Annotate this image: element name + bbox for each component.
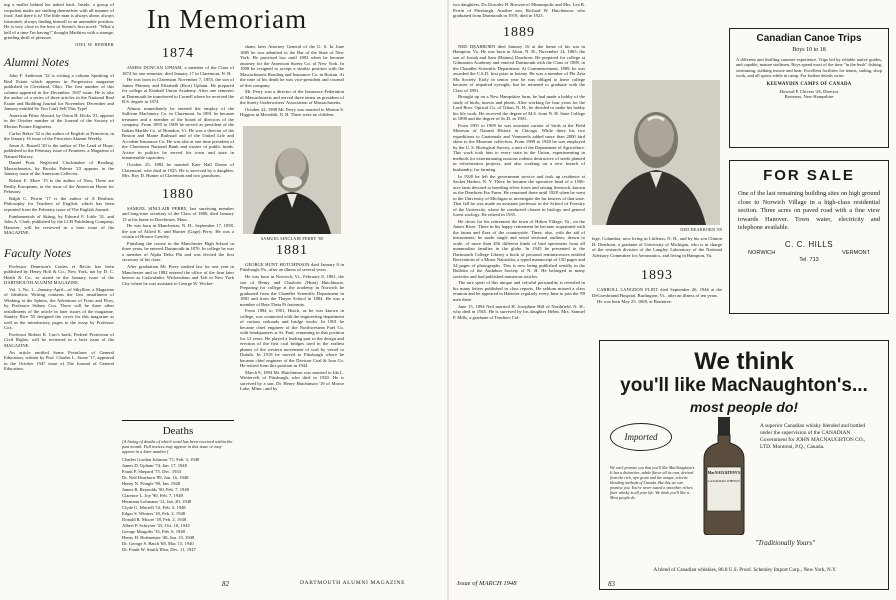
death-entry: Dr. Frank W. Smith '85m, Dec. 11, 1947 xyxy=(122,547,196,552)
whisky-bottle xyxy=(700,417,748,535)
hutchinson-continued-text: two daughters, Dr. Dorothy H. Browne of Minneapolis and Mrs. Lea B. Perrin of Pittsburgh. Another son, Richard W. Hutchinson, who graduated from Dartmouth in 1919, died in 1923. xyxy=(453,2,585,18)
obituary-paragraph: From 1901 to 1909 he was assistant curator of birds at the Field Museum of Natural History in Chicago. While there his two expeditions to Guatemala and Venezuela added more than 2000 bird skins to the Museum collection. From 1909 to 1920 he was employed by the U. S. Biological Survey, a unit of the Department of Agriculture. This work took him to every state in the Union, experimenting in methods for exterminating noxious rodents destructive of seeds planted in reforestation projects, and also working on a new branch of husbandry, fur farming. xyxy=(453,122,585,172)
left-column xyxy=(4,2,114,373)
imported-seal: Imported xyxy=(610,423,672,451)
death-entry: Clyde G. Morrell '12, Feb. 5, 1948 xyxy=(122,505,186,510)
obituary-paragraph: Brought up on a New Hampshire farm, he had made a hobby of the study of birds, insects and plants. After working for four years for the Lord Bros. Optical Co. of Tilton, N. H., he decided to make his hobby his life work. He received the degree of M.S. from N. H. State College in 1898 and the degree of Sc.D. in 1901. xyxy=(453,94,585,122)
year-heading-1880: 1880 xyxy=(162,186,194,202)
alumni-note: Fundamentals of Skiing, by Edward F. Little '31, and John A. Clark, published by the LCB Publishing Company, Hanover, will be reviewed in a later issue of the MAGAZINE. xyxy=(4,213,114,235)
perry-photo-caption: SAMUEL SINCLAIR PERRY '80 xyxy=(260,235,324,241)
deaths-top-rule xyxy=(122,420,234,421)
mac-headline-1: We think xyxy=(694,348,794,375)
death-entry: Donald R. Moore '18, Feb. 2, 1948 xyxy=(122,517,187,522)
obituary-paragraph: From 1884 to 1901, Hutch, as he was known in college, was connected with the engineering department of various railroads and bridge works. In 1901 he became chief engineer of the Northwestern Fuel Co. with headquarters at St. Paul, remaining in that position for 12 years. He played a leading part in the design and erection of the first coal bridges used in the earliest phases of the western movement of coal by vessel to Duluth. In 1918 he moved to Pittsburgh where he became chief engineer of the Davison Coal & Iron Co. He retired from this position in 1944. xyxy=(240,308,344,369)
death-entry: Edgar S. Winters '18, Feb. 2, 1948 xyxy=(122,511,186,516)
for-sale-phone: Tel. 713 xyxy=(799,256,819,263)
canoe-ad-contact: Howard P. Chivers '26, Director xyxy=(779,89,839,95)
faculty-note: Professor Robert K. Carr's book, Federal Protection of Civil Rights, will be reviewed in a later issue of the MAGAZINE. xyxy=(4,331,114,348)
faculty-note: An article entitled Some Postulates of General Education, written by Prof. Charles L. Stone '17, appeared in the October 1947 issue of The Journal of General Education. xyxy=(4,349,114,372)
death-entry: Henry N. Pringle '90, Jan. 1948 xyxy=(122,481,180,486)
obituary-paragraph: He was born in Manchester, N. H., September 17, 1858, the son of Alfred E. and Harriet (Gage) Perry. He was a cousin of Horace Greeley. xyxy=(122,223,234,240)
perry-photo xyxy=(243,126,341,234)
hutchinson-obituary xyxy=(240,262,344,392)
obituary-1874 xyxy=(122,65,234,179)
year-heading-1889: 1889 xyxy=(503,24,535,40)
in-memoriam-title: In Memoriam xyxy=(146,4,308,34)
obituary-paragraph: He was born in Claremont November 7, 1855, the son of James Phinney and Elizabeth (Rice) Upham. He prepared for college at Kimball Union Academy. After one semester at Dartmouth he transferred to Cornell where he received the B.S. degree in 1874. xyxy=(122,77,234,105)
death-entry: Dr. George S. Batch '68, Mar. 15, 1940 xyxy=(122,541,194,546)
page-number-right: 83 xyxy=(608,580,615,588)
canoe-trips-ad xyxy=(729,28,889,148)
mac-headline-3: most people do! xyxy=(689,399,799,415)
faculty-note: Professor Dennison's Contes et Récits has been published by Henry Holt & Co., New York, not by D. C. Heath & Co., as stated in the January issue of the DARTMOUTH ALUMNI MAGAZINE. xyxy=(4,263,114,285)
page-number-left: 82 xyxy=(222,580,229,588)
deaths-listing xyxy=(122,420,234,553)
year-heading-1874: 1874 xyxy=(162,46,194,61)
obituary-paragraph: Almost immediately he entered the employ of the Sullivan Machinery Co. in Claremont. In 1891 he became treasurer and a member of the board of directors of the company. From 1895 to 1909 he served as president of the Italian Marble Co. of Brandon, Vt. He was a director of the Boston and Maine Railroad and of the United Life and Accident Insurance Co. He was also at one time president of the Claremont National Bank and trustee of public funds. Active in politics he served his town and state in innumerable capacities. xyxy=(122,105,234,161)
alumni-note: Carlos Baker '32 is the author of English at Princeton, in the January 16 issue of the Princeton Alumni Weekly. xyxy=(4,130,114,142)
bottle-label-brand: MacNAUGHTON'S xyxy=(707,471,741,475)
year-heading-1881: 1881 xyxy=(276,242,308,258)
mac-fineprint: A blend of Canadian whiskies, 86.8 U.S. Proof. Schenley Import Corp., New York, N.Y. xyxy=(653,567,837,573)
mac-body: We can't promise you that you'll like MacNaughton's. It has a distinctive, subtle flavor all its own, derived from the rich, ripe grain and the unique, eclectic blending methods of Canada. But this we can promise you. You've never tasted a smoother, richer, finer whisky in all your life. We think you'll like it. Most people do. xyxy=(610,465,696,500)
article-signature: JOEL W. REBBER xyxy=(74,41,114,47)
obituary-paragraph: Finishing the course in the Manchester High School in three years, he entered Dartmouth in 1876. In college he was a member of Alpha Delta Phi and was elected the first secretary of his class. xyxy=(122,240,234,263)
deaths-note: [A listing of deaths of which word has been received within the past month. Full notices may appear in this issue or may appear in a later number.] xyxy=(122,439,233,454)
dearborn-continued-text: lege, Columbia, now living in Littleton, N. H., and by his son Clinton H. Dearborn, a graduate of University of Michigan, who is in charge of the research division of the Langley Laboratory of the National Advisory Committee for Aeronautics, and living in Hampton, Va. xyxy=(592,236,722,258)
faculty-notes-body xyxy=(4,264,114,372)
for-sale-title: FOR SALE xyxy=(763,167,855,184)
mac-headline-2: you'll like MacNaughton's... xyxy=(620,375,868,396)
obituary-paragraph: March 8, 1894 Mr. Hutchinson was married to Ida L. Westervelt of Pittsburgh, who died in 1920. He is survived by a son, Dr. Henry Hutchinson '19 of Moose Lake, Minn.; and by xyxy=(240,369,344,392)
faculty-note: Vol. 1, No. 1—January-April—of Sibylline, a Magazine of Idealistic Writing contains the first installment of Winking at the Sphinx, the Adventure of Form and Flow, by Professor Sidney Cox. There will be three other installments of the article in later issues of the magazine. Stanley Rice '55 designed the cover for this magazine as well as the introductory pages to the essay by Professor Cox. xyxy=(4,286,114,331)
memoriam-column-2 xyxy=(240,44,344,393)
death-entry: James B. Reynolds '90, Feb. 7, 1948 xyxy=(122,487,189,492)
macnaughton-ad xyxy=(599,340,889,590)
alumni-note: Daniel Pratt, Neglected Clockmaker of Reading, Massachusetts, by Brooks Palmer '23 appears in the January issue of the American Collector. xyxy=(4,160,114,177)
faculty-notes-heading: Faculty Notes xyxy=(4,245,71,260)
canoe-ad-address: Bowness, New Hampshire xyxy=(784,94,834,100)
hutchinson-continued xyxy=(453,2,585,19)
memoriam-column-1 xyxy=(122,44,234,287)
alumni-note: Robert E. More '15 is the author of Now, There are Really Europeans, in the issue of the American Home for February. xyxy=(4,178,114,195)
dearborn-photo xyxy=(592,80,720,225)
alumni-notes-heading: Alumni Notes xyxy=(4,55,69,70)
article-text: ing a mallet behind his naked back. Inside, a group of corpulent nudes are stuffing themselves with all manner of food. And there it is! The little man is always alone, always frustrated, always finding himself in an untenable position. He is very close to the hero of Sterne's first novel: "What a hell of a time I'm having!" thought Matthieu with a strange, grinding thrill of pleasure. xyxy=(4,2,114,40)
mac-slogan: "Traditionally Yours" xyxy=(755,539,815,547)
death-entry: Charles Gordon Johnson '71, Feb. 3, 1948 xyxy=(122,457,200,462)
perry-continued xyxy=(240,44,344,118)
for-sale-location xyxy=(738,250,880,256)
obituary-paragraph: CARROLL LANGDON FLINT died September 26, 1946 at the DeGoesbriand Hospital, Burlington, Vt., after an illness of ten years. xyxy=(592,287,722,298)
for-sale-body: One of the last remaining building sites on high ground close to Norwich Village in a high-class residential section. Three acres on paved road with a fine view towards Hanover. Town water, electricity and telephone available. xyxy=(738,190,880,232)
obituary-paragraph: After graduation Mr. Perry studied law for one year in Manchester and in 1882 entered the office of the firm later known as Cadwalader, Wickersham and Taft in New York City where he was assistant to George W. Wicker- xyxy=(122,264,234,286)
obituary-paragraph: GEORGE HUNT HUTCHINSON died January 8 in Pittsburgh, Pa., after an illness of several years. xyxy=(240,261,344,273)
mac-side-text: A superior Canadian whisky blended and bottled under the supervision of the CANADIAN Government for JOHN MACNAUGHTON CO., LTD. Montreal, P.Q., Canada. xyxy=(760,423,866,450)
alumni-note: John F. Anderson '32 is writing a column Speaking of Real Estate which appears in Progressive magazine published in Cleveland, Ohio. The first number of this column appeared in the December, 1947 issue. He is also the author of a series of three articles in the National Real Estate and Building Journal for November, December and January entitled So You Can't Sell This Type! xyxy=(4,73,114,112)
death-entry: Hermann Lohmann '12, Jan. 20, 1948 xyxy=(122,499,192,504)
death-entry: Albert P. Schryver '25, Oct. 10, 1945 xyxy=(122,523,190,528)
deaths-list xyxy=(122,457,234,553)
canoe-ad-body: A different and thrilling summer experience. Trips led by reliable native guides, and capable, mature staffmen. Boys spend most of the time "in the bush" fishing, swimming, stalking moose and bear. Excellent facilities for tennis, sailing, shop work, and all sports while in camp. For further details write: xyxy=(736,57,882,78)
obituary-paragraph: NED DEARBORN died January 16 at the home of his son in Hampton, Va. He was born in Alton, N. H., November 14, 1865, the son of Josiah and Sara (Haines) Dearborn. He prepared for college at Gilmanton Academy and entered Dartmouth with the Class of 1889, in the Chandler Scientific Department. At Commencement, 1889, he was awarded the C.S.D. first prize in botany. He was a member of Phi Zeta Mu Society. Early in senior year he was obliged to leave college because of impaired eyesight, but he returned to graduate with the Class of 1891. xyxy=(453,43,585,93)
obituary-paragraph: October 25, 1882 he married Kate Hall Deane of Claremont, who died in 1925. He is survived by a daughter, Mrs. Roy D. Hunter of Claremont and two grandsons. xyxy=(122,162,234,179)
deaths-heading: Deaths xyxy=(162,425,194,437)
death-entry: James D. Upham '74, Jan. 17, 1948 xyxy=(122,463,187,468)
obituary-paragraph: October 24, 1908 Mr. Perry was married to Marion S. Higgins in Meredith, N. H. There were no children. xyxy=(240,106,344,118)
death-entry: Frank P. Shepard '75, Dec. 1933 xyxy=(122,469,182,474)
for-sale-town: NORWICH xyxy=(748,249,776,256)
right-column-2 xyxy=(592,80,722,306)
death-entry: George Margolis '35, Feb. 6, 1948 xyxy=(122,529,185,534)
dearborn-continued xyxy=(592,236,722,258)
obituary-paragraph: June 15, 1894 Ned married H. Josephine Hill of Northfield, N. H., who died in 1945. He is survived by his daughter Helen, Mrs. Samuel P. Mills, a graduate of Teachers Col- xyxy=(453,303,585,320)
magazine-name-footer: DARTMOUTH ALUMNI MAGAZINE xyxy=(300,580,406,586)
canoe-ad-title: Canadian Canoe Trips xyxy=(756,33,862,44)
for-sale-seller: C. C. HILLS xyxy=(784,239,834,249)
right-column-1 xyxy=(453,2,585,321)
death-entry: Clarence L. Joy '90, Feb. 7, 1948 xyxy=(122,493,183,498)
alumni-note: American Films Abroad, by Orton H. Hicks '21, appears in the October number of the Journal of the Society of Motion Picture Engineers. xyxy=(4,112,114,129)
alumni-note: Ralph C. Perrin '17 is the author of A Realistic Philosophy for Teachers of English, which has been reprinted from the February issue of The English Journal. xyxy=(4,195,114,212)
canoe-ad-camp-name: KEEWAYDIN CAMPS OF CANADA xyxy=(766,82,852,88)
for-sale-state: VERMONT xyxy=(842,249,870,256)
flint-obituary xyxy=(592,287,722,305)
for-sale-ad xyxy=(729,160,889,314)
dearborn-obituary xyxy=(453,44,585,321)
alumni-note: Jason A. Russell '20 is the author of The Land of Hope, published in the February issue of Frontiers, a Magazine of Natural History. xyxy=(4,142,114,159)
alumni-notes-body xyxy=(4,73,114,235)
whisky-bottle-image xyxy=(700,417,748,535)
issue-date-footer: Issue of MARCH 1948 xyxy=(457,580,517,587)
death-entry: Henry H. Hofmeister '40, Jan. 13, 1948 xyxy=(122,535,195,540)
obituary-paragraph: JAMES DUNCAN UPHAM, a member of the Class of 1874 for one semester, died January 17 in Claremont, N. H. xyxy=(122,65,234,76)
bottle-label-sub: CANADIAN WHISKY xyxy=(707,479,741,483)
obituary-paragraph: He was born in Norwich, Vt., February 8, 1861, the son of Henry and Charlotte (Hunt) Hutchinson. Preparing for college at the academy in Norwich he graduated from the Chandler Scientific Department in 1881 and from the Thayer School in 1884. He was a member of Beta Theta Pi fraternity. xyxy=(240,274,344,307)
perry-portrait-image xyxy=(243,126,341,234)
canoe-ad-subtitle: Boys 10 to 18 xyxy=(792,47,826,53)
obituary-paragraph: sham, later Attorney General of the U. S. In June 1885 he was admitted to the Bar of the State of New York. He practised law until 1892 when he became attorney for the American Surety Co. of New York. In 1908 he resigned to accept a similar position with the Massachusetts Bonding and Insurance Co. in Boston. At the time of his death he was vice-president and counsel of this company. xyxy=(240,44,344,88)
dearborn-portrait-image xyxy=(592,80,720,225)
dearborn-photo-caption: NED DEARBORN '89 xyxy=(680,227,722,232)
obituary-paragraph: SAMUEL SINCLAIR PERRY, last surviving member and long-time secretary of the Class of 1880, died January 15 at his home in Dorchester, Mass. xyxy=(122,205,234,222)
obituary-paragraph: He chose for his retirement the town of Hilton Village, Va., on the James River. There in his happy retirement he became acquainted with the fauna and flora of the countryside. There, also, with the aid of instruments, he made single and serial sectional outlines, drawn to scale, of more than 450 different kinds of bird specimens from all mammalian families in the globe. In 1945 he presented to the Dartmouth College Library a book of personal reminiscences entitled Recreations of a Minor Naturalist, a typed manuscript of 150 pages and 34 pages of photographs. This is now being published serially in the Bulletin of the Audubon Society of N. H. He belonged to many societies and had published numerous articles. xyxy=(453,218,585,279)
page-gutter xyxy=(447,0,449,600)
obituary-paragraph: The rare spirit of this unique and colorful personality is revealed in his many letters published in class reports. He seldom missed a class reunion and he appeared in Hanover regularly every June to join the '89 men there. xyxy=(453,280,585,302)
article-fragment xyxy=(4,2,114,47)
obituary-paragraph: He was born May 25, 1869, at Braintree. xyxy=(597,299,673,305)
year-heading-1893: 1893 xyxy=(641,268,673,283)
death-entry: Dr. Ned Dearborn '89, Jan. 16, 1948 xyxy=(122,475,189,480)
obituary-1880 xyxy=(122,206,234,287)
obituary-paragraph: Mr. Perry was a director of the Insurance Federation of Massachusetts and served three terms as president of the Surety Underwriters' Association of Massachusetts. xyxy=(240,89,344,106)
obituary-paragraph: In 1920 he left the government service and took up residence at Sacket Harbor, N. Y. There he became the operative head of a 1500-acre farm devoted to breeding silver foxes and raising livestock, known as the Dearborn Fur Farm. He remained there until 1928 when he went to the University of Michigan to investigate the fur bearers of that state. That fall he was made an assistant professor in the School of Forestry of the University, where he conducted classes in biology and general forest zoology. He retired in 1935. xyxy=(453,173,585,218)
